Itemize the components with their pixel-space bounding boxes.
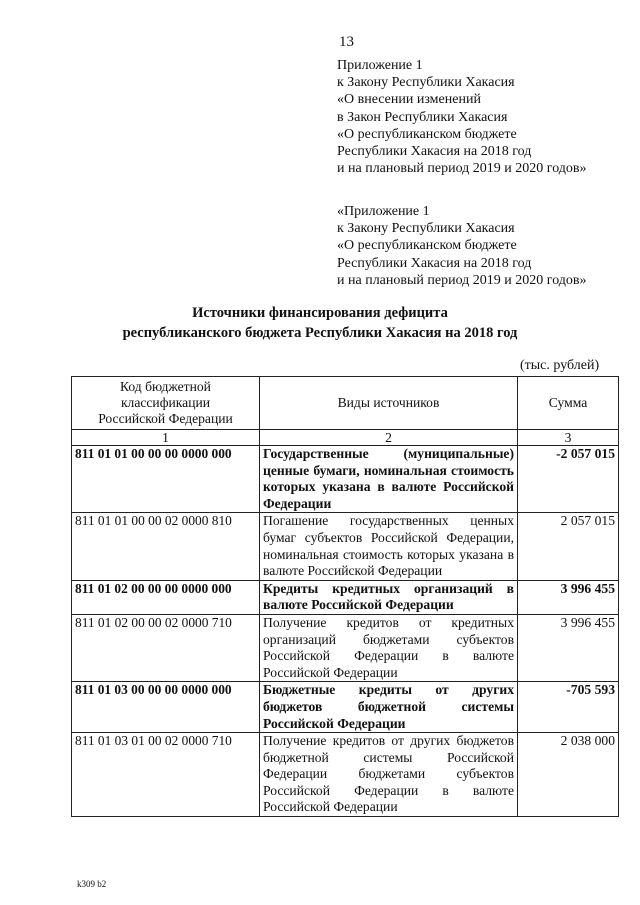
row-sum: 3 996 455 bbox=[518, 580, 619, 614]
row-type: Погашение государственных ценных бумаг субъектов Российской Федерации, номинальная стоимость которых указана в валюте Российской Федерации bbox=[260, 513, 518, 580]
table-row bbox=[72, 733, 619, 817]
row-sum: 3 996 455 bbox=[518, 614, 619, 681]
header-code-line: Российской Федерации bbox=[98, 411, 233, 426]
page-number: 13 bbox=[339, 34, 354, 50]
row-code: 811 01 03 01 00 02 0000 710 bbox=[72, 733, 260, 817]
appendix-line: к Закону Республики Хакасия bbox=[337, 75, 515, 91]
row-type: Бюджетные кредиты от других бюджетов бюджетной системы Российской Федерации bbox=[260, 682, 518, 733]
appendix-line: «О республиканском бюджете bbox=[337, 126, 517, 142]
appendix-header-budget-law bbox=[337, 203, 637, 289]
row-sum: -705 593 bbox=[518, 682, 619, 733]
footer-document-code: k309 b2 bbox=[77, 879, 107, 889]
row-code: 811 01 02 00 00 00 0000 000 bbox=[72, 580, 260, 614]
row-type: Кредиты кредитных организаций в валюте Российской Федерации bbox=[260, 580, 518, 614]
row-sum: -2 057 015 bbox=[518, 446, 619, 513]
appendix-header-amending-law bbox=[337, 57, 637, 177]
table-row bbox=[72, 614, 619, 681]
title-line: республиканского бюджета Республики Хакасия на 2018 год bbox=[122, 325, 518, 341]
appendix-line: и на плановый период 2019 и 2020 годов» bbox=[337, 272, 587, 288]
table-row bbox=[72, 682, 619, 733]
row-type: Получение кредитов от кредитных организаций бюджетами субъектов Российской Федерации в валюте Российской Федерации bbox=[260, 614, 518, 681]
appendix-line: Республики Хакасия на 2018 год bbox=[337, 144, 532, 160]
column-number-row bbox=[72, 430, 619, 446]
row-code: 811 01 01 00 00 02 0000 810 bbox=[72, 513, 260, 580]
row-sum: 2 038 000 bbox=[518, 733, 619, 817]
units-label: (тыс. рублей) bbox=[520, 358, 600, 373]
header-sum: Сумма bbox=[518, 377, 619, 430]
appendix-line: к Закону Республики Хакасия bbox=[337, 221, 515, 237]
header-type: Виды источников bbox=[260, 377, 518, 430]
appendix-line: Приложение 1 bbox=[337, 58, 423, 73]
row-type: Получение кредитов от других бюджетов бюджетной системы Российской Федерации бюджетами субъектов Российской Федерации в валюте Российской Федерации bbox=[260, 733, 518, 817]
row-type: Государственные (муниципальные) ценные бумаги, номинальная стоимость которых указана в валюте Российской Федерации bbox=[260, 446, 518, 513]
appendix-line: «Приложение 1 bbox=[337, 204, 430, 219]
appendix-line: в Закон Республики Хакасия bbox=[337, 109, 508, 125]
table-header-row bbox=[72, 377, 619, 430]
row-sum: 2 057 015 bbox=[518, 513, 619, 580]
header-code bbox=[72, 377, 260, 430]
table-row bbox=[72, 580, 619, 614]
financing-sources-table bbox=[71, 376, 619, 817]
appendix-line: и на плановый период 2019 и 2020 годов» bbox=[337, 161, 587, 177]
table-row bbox=[72, 513, 619, 580]
title-line: Источники финансирования дефицита bbox=[192, 305, 448, 321]
row-code: 811 01 03 00 00 00 0000 000 bbox=[72, 682, 260, 733]
row-code: 811 01 02 00 00 02 0000 710 bbox=[72, 614, 260, 681]
row-code: 811 01 01 00 00 00 0000 000 bbox=[72, 446, 260, 513]
table-row bbox=[72, 446, 619, 513]
column-number: 2 bbox=[260, 430, 518, 446]
header-code-line: классификации bbox=[120, 395, 211, 410]
header-code-line: Код бюджетной bbox=[120, 379, 211, 394]
column-number: 1 bbox=[72, 430, 260, 446]
column-number: 3 bbox=[518, 430, 619, 446]
appendix-line: «О республиканском бюджете bbox=[337, 238, 517, 254]
appendix-line: Республики Хакасия на 2018 год bbox=[337, 255, 532, 271]
appendix-line: «О внесении изменений bbox=[337, 92, 481, 108]
document-title bbox=[0, 303, 640, 343]
